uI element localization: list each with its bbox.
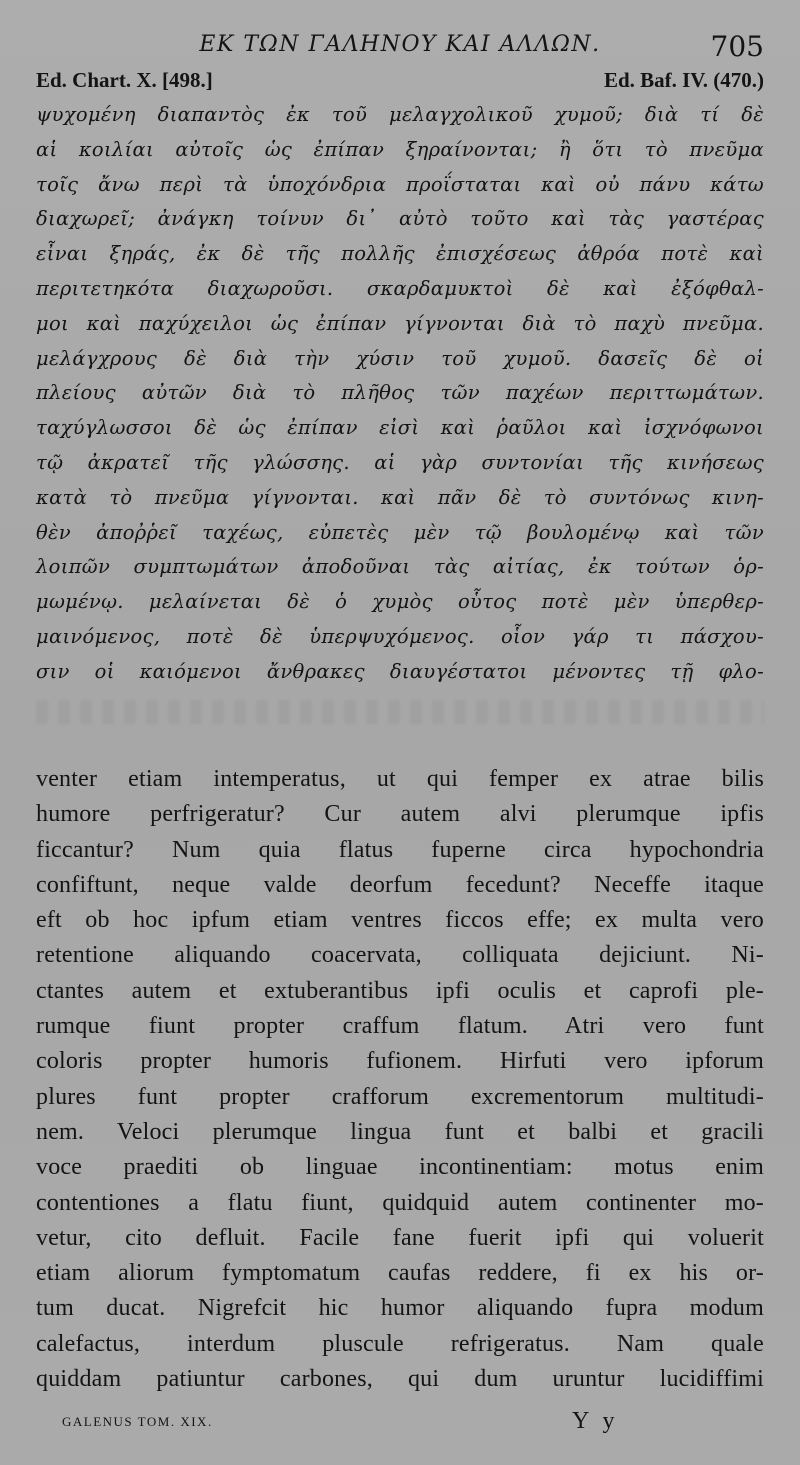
edition-basel-ref: Ed. Baf. IV. (470.) [603, 68, 764, 92]
greek-line: εἶναι ξηράς, ἐκ δὲ τῆς πολλῆς ἐπισχέσεως ἀθρόα ποτὲ καὶ [36, 242, 764, 266]
greek-line: αἱ κοιλίαι αὐτοῖς ὡς ἐπίπαν ξηραίνονται; ἢ ὅτι τὸ πνεῦμα [36, 137, 764, 161]
running-title: ΕΚ ΤΩΝ ΓΑΛΗΝΟΥ ΚΑΙ ΑΛΛΩΝ. [199, 32, 601, 57]
greek-line: διαχωρεῖ; ἀνάγκη τοίνυν δι᾽ αὐτὸ τοῦτο καὶ τὰς γαστέρας [36, 207, 764, 231]
greek-line: μοι καὶ παχύχειλοι ὡς ἐπίπαν γίγνονται διὰ τὸ παχὺ πνεῦμα. [36, 311, 764, 335]
greek-line: μελάγχρους δὲ διὰ τὴν χύσιν τοῦ χυμοῦ. δασεῖς δὲ οἱ [36, 346, 764, 370]
edition-chartier-ref: Ed. Chart. X. [498.] [36, 68, 213, 92]
gathering-mark: Y y [572, 1408, 619, 1434]
greek-line: ταχύγλωσσοι δὲ ὡς ἐπίπαν εἰσὶ καὶ ῥαῦλοι καὶ ἰσχνόφωνοι [36, 416, 764, 440]
latin-line: tum ducat. Nigrefcit hic humor aliquando fupra modum [36, 1295, 764, 1322]
show-through-shadow [36, 700, 764, 724]
greek-line: τῷ ἀκρατεῖ τῆς γλώσσης. αἱ γὰρ συντονίαι τῆς κινήσεως [36, 450, 764, 474]
latin-text-block [36, 762, 764, 1397]
latin-line: contentiones a flatu fiunt, quidquid autem continenter mo- [36, 1189, 764, 1216]
greek-line: περιτετηκότα διαχωροῦσι. σκαρδαμυκτοὶ δὲ καὶ ἐξόφθαλ- [36, 276, 764, 300]
latin-line: nem. Veloci plerumque lingua funt et balbi et gracili [36, 1118, 764, 1145]
greek-line: θὲν ἀποῤῥεῖ ταχέως, εὐπετὲς μὲν τῷ βουλομένῳ καὶ τῶν [36, 520, 764, 544]
greek-line: μωμένῳ. μελαίνεται δὲ ὁ χυμὸς οὗτος ποτὲ μὲν ὑπερθερ- [36, 590, 764, 614]
greek-line: ψυχομένη διαπαντὸς ἐκ τοῦ μελαγχολικοῦ χυμοῦ; διὰ τί δὲ [36, 103, 764, 126]
page-number: 705 [710, 30, 764, 63]
greek-line: λοιπῶν συμπτωμάτων ἀποδοῦναι τὰς αἰτίας, ἐκ τούτων ὁρ- [36, 555, 764, 579]
latin-line: voce praediti ob linguae incontinentiam: motus enim [36, 1154, 764, 1181]
latin-line: confiftunt, neque valde deorfum fecedunt? Neceffe itaque [36, 871, 764, 898]
latin-line: rumque fiunt propter craffum flatum. Atri vero funt [36, 1013, 764, 1040]
edition-references [36, 68, 764, 94]
latin-line: eft ob hoc ipfum etiam ventres ficcos effe; ex multa vero [36, 907, 764, 934]
greek-line: κατὰ τὸ πνεῦμα γίγνονται. καὶ πᾶν δὲ τὸ συντόνως κινη- [36, 485, 764, 509]
greek-line: πλείους αὐτῶν διὰ τὸ πλῆθος τῶν παχέων περιττωμάτων. [36, 381, 764, 405]
latin-line: coloris propter humoris fufionem. Hirfuti vero ipforum [36, 1048, 764, 1075]
greek-line: σιν οἱ καιόμενοι ἄνθρακες διαυγέστατοι μένοντες τῇ φλο- [36, 659, 764, 683]
latin-line: ctantes autem et extuberantibus ipfi oculis et caprofi ple- [36, 977, 764, 1004]
latin-line: vetur, cito defluit. Facile fane fuerit ipfi qui voluerit [36, 1224, 764, 1251]
latin-line: calefactus, interdum pluscule refrigeratus. Nam quale [36, 1330, 764, 1357]
latin-line: plures funt propter crafforum excrementorum multitudi- [36, 1083, 764, 1110]
greek-line: τοῖς ἄνω περὶ τὰ ὑποχόνδρια προΐσταται καὶ οὐ πάνυ κάτω [36, 172, 764, 196]
latin-line: retentione aliquando coacervata, colliquata dejiciunt. Ni- [36, 942, 764, 969]
signature-mark: GALENUS TOM. XIX. [62, 1414, 213, 1429]
running-head [36, 30, 764, 66]
latin-line: humore perfrigeratur? Cur autem alvi plerumque ipfis [36, 801, 764, 828]
page-footer [62, 1408, 740, 1438]
latin-line: etiam aliorum fymptomatum caufas reddere, fi ex his or- [36, 1260, 764, 1287]
greek-line: μαινόμενος, ποτὲ δὲ ὑπερψυχόμενος. οἷον γάρ τι πάσχου- [36, 624, 764, 648]
latin-line: venter etiam intemperatus, ut qui femper ex atrae bilis [36, 766, 764, 792]
greek-text-block [36, 98, 764, 690]
latin-line: ficcantur? Num quia flatus fuperne circa hypochondria [36, 836, 764, 863]
latin-line: quiddam patiuntur carbones, qui dum uruntur lucidiffimi [36, 1366, 764, 1393]
